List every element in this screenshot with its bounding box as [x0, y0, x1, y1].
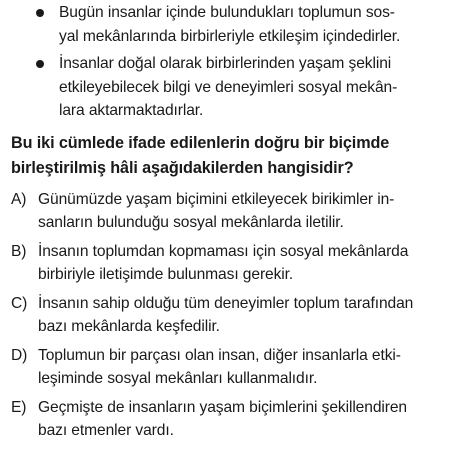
premise-statement-1	[11, 1, 447, 48]
option-b-letter: B)	[11, 242, 27, 260]
option-a-line-1: Günümüzde yaşam biçimini etkileyecek birikimler in-	[38, 190, 395, 208]
option-c-line-2: bazı mekânlarda keşfedilir.	[38, 318, 220, 335]
option-a[interactable]	[11, 188, 447, 235]
option-b[interactable]	[11, 240, 447, 287]
option-a-letter: A)	[11, 190, 27, 208]
question-line-1: Bu iki cümlede ifade edilenlerin doğru bir biçimde	[11, 133, 390, 152]
option-b-text	[38, 240, 447, 287]
bullet-icon	[36, 9, 44, 17]
option-e[interactable]	[11, 396, 447, 443]
bullet-list	[11, 1, 447, 123]
question-stem	[11, 131, 447, 181]
option-d-line-2: leşiminde sosyal mekânları kullanmalıdır.	[38, 370, 318, 387]
question-line-2: birleştirilmiş hâli aşağıdakilerden hangisidir?	[11, 158, 354, 177]
option-d[interactable]	[11, 344, 447, 391]
option-e-line-2: bazı etmenler vardı.	[38, 422, 174, 439]
option-e-text	[38, 396, 447, 443]
answer-options	[11, 188, 447, 443]
option-e-letter: E)	[11, 398, 27, 416]
option-d-letter: D)	[11, 346, 28, 364]
option-b-line-2: birbiriyle iletişimde bulunması gerekir.	[38, 266, 294, 283]
premise-1-line-2: yal mekânlarında birbirleriyle etkileşim içindedirler.	[59, 27, 401, 45]
premise-2-line-3: lara aktarmaktadırlar.	[59, 102, 204, 119]
option-a-text	[38, 188, 447, 235]
option-e-line-1: Geçmişte de insanların yaşam biçimlerini şekillendiren	[38, 398, 408, 416]
premise-statements	[11, 0, 447, 123]
premise-statement-2	[11, 52, 447, 123]
option-b-line-1: İnsanın toplumdan kopmaması için sosyal mekânlarda	[38, 242, 409, 260]
option-c-text	[38, 292, 447, 339]
option-a-line-2: sanların bulunduğu sosyal mekânlarda iletilir.	[38, 214, 344, 231]
option-c-letter: C)	[11, 294, 28, 312]
option-c[interactable]	[11, 292, 447, 339]
premise-2-line-2: etkileyebilecek bilgi ve deneyimleri sosyal mekân-	[59, 78, 398, 96]
premise-2-line-1: İnsanlar doğal olarak birbirlerinden yaşam şeklini	[59, 55, 392, 72]
premise-1-line-1: Bugün insanlar içinde bulundukları toplumun sos-	[59, 4, 395, 21]
bullet-icon	[36, 60, 44, 68]
option-d-line-1: Toplumun bir parçası olan insan, diğer insanlarla etki-	[38, 346, 401, 364]
option-c-line-1: İnsanın sahip olduğu tüm deneyimler toplum tarafından	[38, 294, 414, 312]
option-d-text	[38, 344, 447, 391]
